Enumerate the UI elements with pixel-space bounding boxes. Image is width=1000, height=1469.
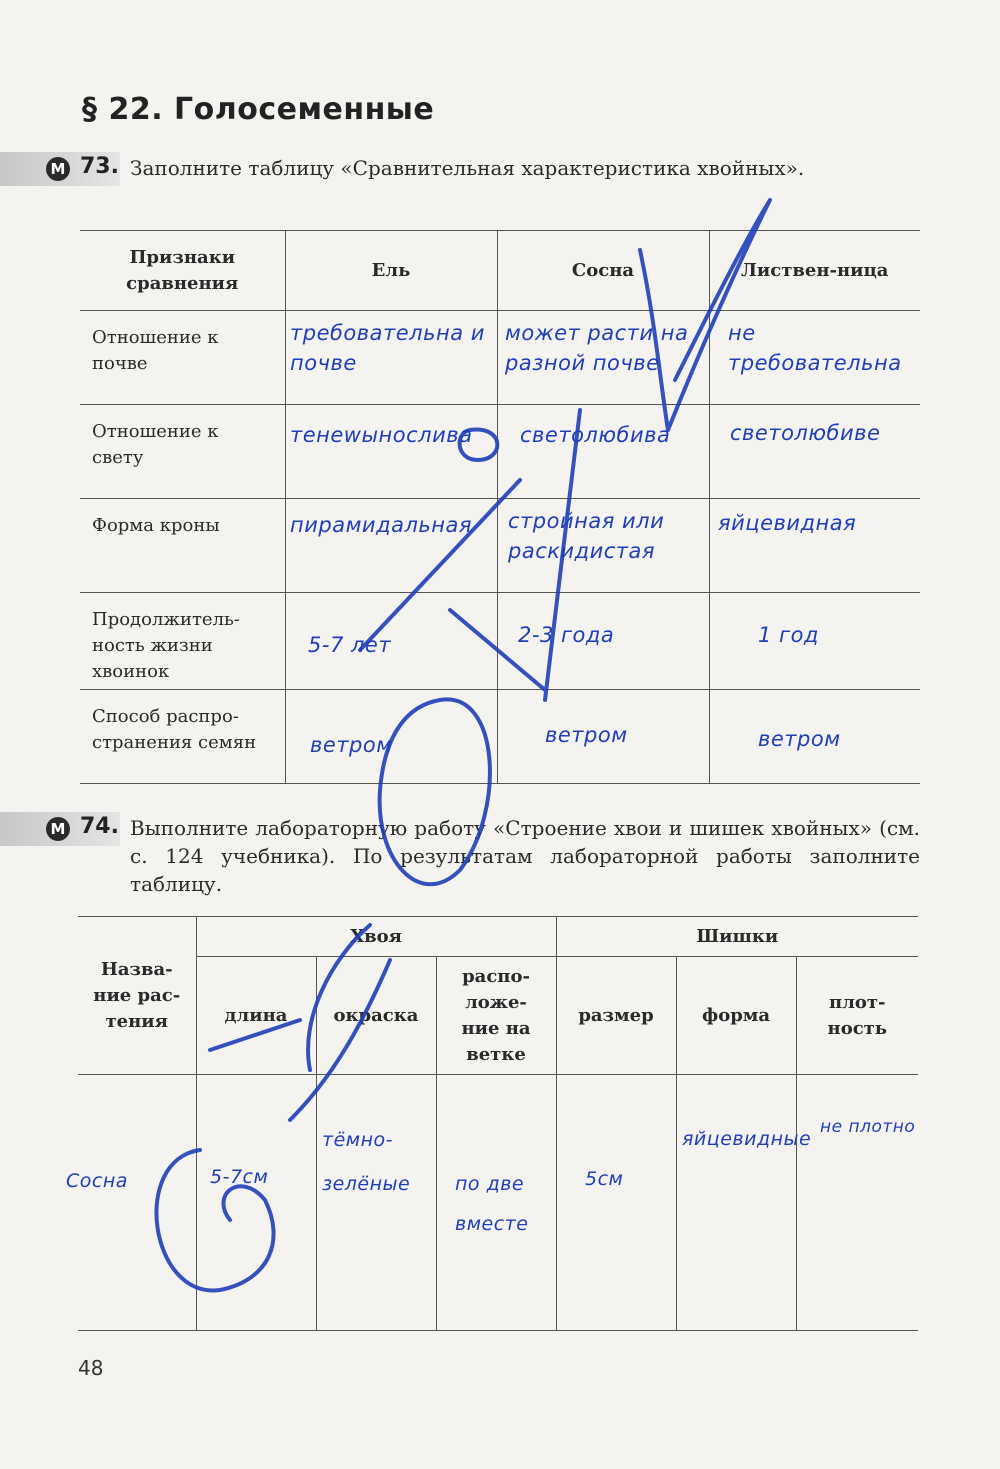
- row-label-crown: Форма кроны: [80, 499, 285, 593]
- answer-spruce-needle-life: 5-7 лет: [308, 633, 392, 657]
- exercise-73-text: Заполните таблицу «Сравнительная характеристика хвойных».: [130, 156, 805, 180]
- header-size: размер: [556, 957, 676, 1075]
- row-label-needle-life: Продолжитель-ность жизни хвоинок: [80, 593, 285, 690]
- header-density: плот-ность: [796, 957, 918, 1075]
- header-shape: форма: [676, 957, 796, 1075]
- answer-larch-seed-spread: ветром: [758, 727, 841, 751]
- row-label-soil: Отношение к почве: [80, 311, 285, 405]
- answer-pine-seed-spread: ветром: [545, 723, 628, 747]
- answer-pine-light: светолюбива: [520, 423, 671, 447]
- header-cone-group: Шишки: [556, 917, 918, 957]
- header-pine: Сосна: [497, 231, 709, 311]
- answer-density: не плотно: [820, 1117, 916, 1137]
- answer-larch-soil: не требовательна: [728, 321, 902, 375]
- section-title: § 22. Голосеменные: [82, 92, 435, 127]
- answer-spruce-soil: требовательна и почве: [290, 321, 485, 375]
- scribble-stroke-k: [360, 410, 580, 700]
- header-needle-group: Хвоя: [196, 917, 556, 957]
- header-color: окраска: [316, 957, 436, 1075]
- answer-spruce-crown: пирамидальная: [290, 513, 472, 537]
- answer-color: тёмно-зелёные: [322, 1129, 411, 1195]
- answer-size: 5см: [585, 1168, 624, 1190]
- answer-position: по две вместе: [455, 1173, 529, 1235]
- header-length: длина: [196, 957, 316, 1075]
- answer-larch-light: светолюбиве: [730, 421, 881, 445]
- exercise-74-number: 74.: [80, 814, 119, 839]
- scribble-stroke-e: [156, 1150, 273, 1291]
- answer-pine-needle-life: 2-3 года: [518, 623, 615, 647]
- header-criteria: Признаки сравнения: [80, 231, 285, 311]
- header-position: распо-ложе-ние на ветке: [436, 957, 556, 1075]
- answer-plant: Сосна: [66, 1170, 128, 1192]
- row-label-seed-spread: Способ распро-странения семян: [80, 690, 285, 784]
- answer-spruce-seed-spread: ветром: [310, 733, 393, 757]
- header-plant-name: Назва-ние рас-тения: [78, 917, 196, 1075]
- answer-pine-soil: может расти на разной почве: [505, 321, 689, 375]
- header-larch: Листвен-ница: [709, 231, 920, 311]
- answer-shape: яйцевидные: [682, 1128, 812, 1150]
- row-label-light: Отношение к свету: [80, 405, 285, 499]
- answer-larch-needle-life: 1 год: [758, 623, 819, 647]
- scribble-stroke-l: [210, 960, 390, 1120]
- page-number: 48: [78, 1356, 104, 1380]
- scribble-stroke-v: [640, 200, 770, 430]
- scribble-ring-small: [460, 430, 498, 460]
- scribble-stroke-c: [308, 925, 370, 1070]
- answer-length: 5-7см: [210, 1166, 269, 1188]
- exercise-74-badge: М: [46, 817, 70, 841]
- answer-spruce-light: тенеwыносливa: [290, 423, 473, 447]
- answer-pine-crown: стройная или раскидистая: [508, 509, 665, 563]
- scribble-oval-o: [380, 699, 490, 884]
- exercise-73-number: 73.: [80, 154, 119, 179]
- exercise-73-badge: М: [46, 157, 70, 181]
- header-spruce: Ель: [285, 231, 497, 311]
- answer-larch-crown: яйцевидная: [718, 511, 857, 535]
- exercise-74-text: Выполните лабораторную работу «Строение хвои и шишек хвойных» (см. с. 124 учебника). По результатам лабораторной работы заполните таблицу.: [130, 816, 920, 896]
